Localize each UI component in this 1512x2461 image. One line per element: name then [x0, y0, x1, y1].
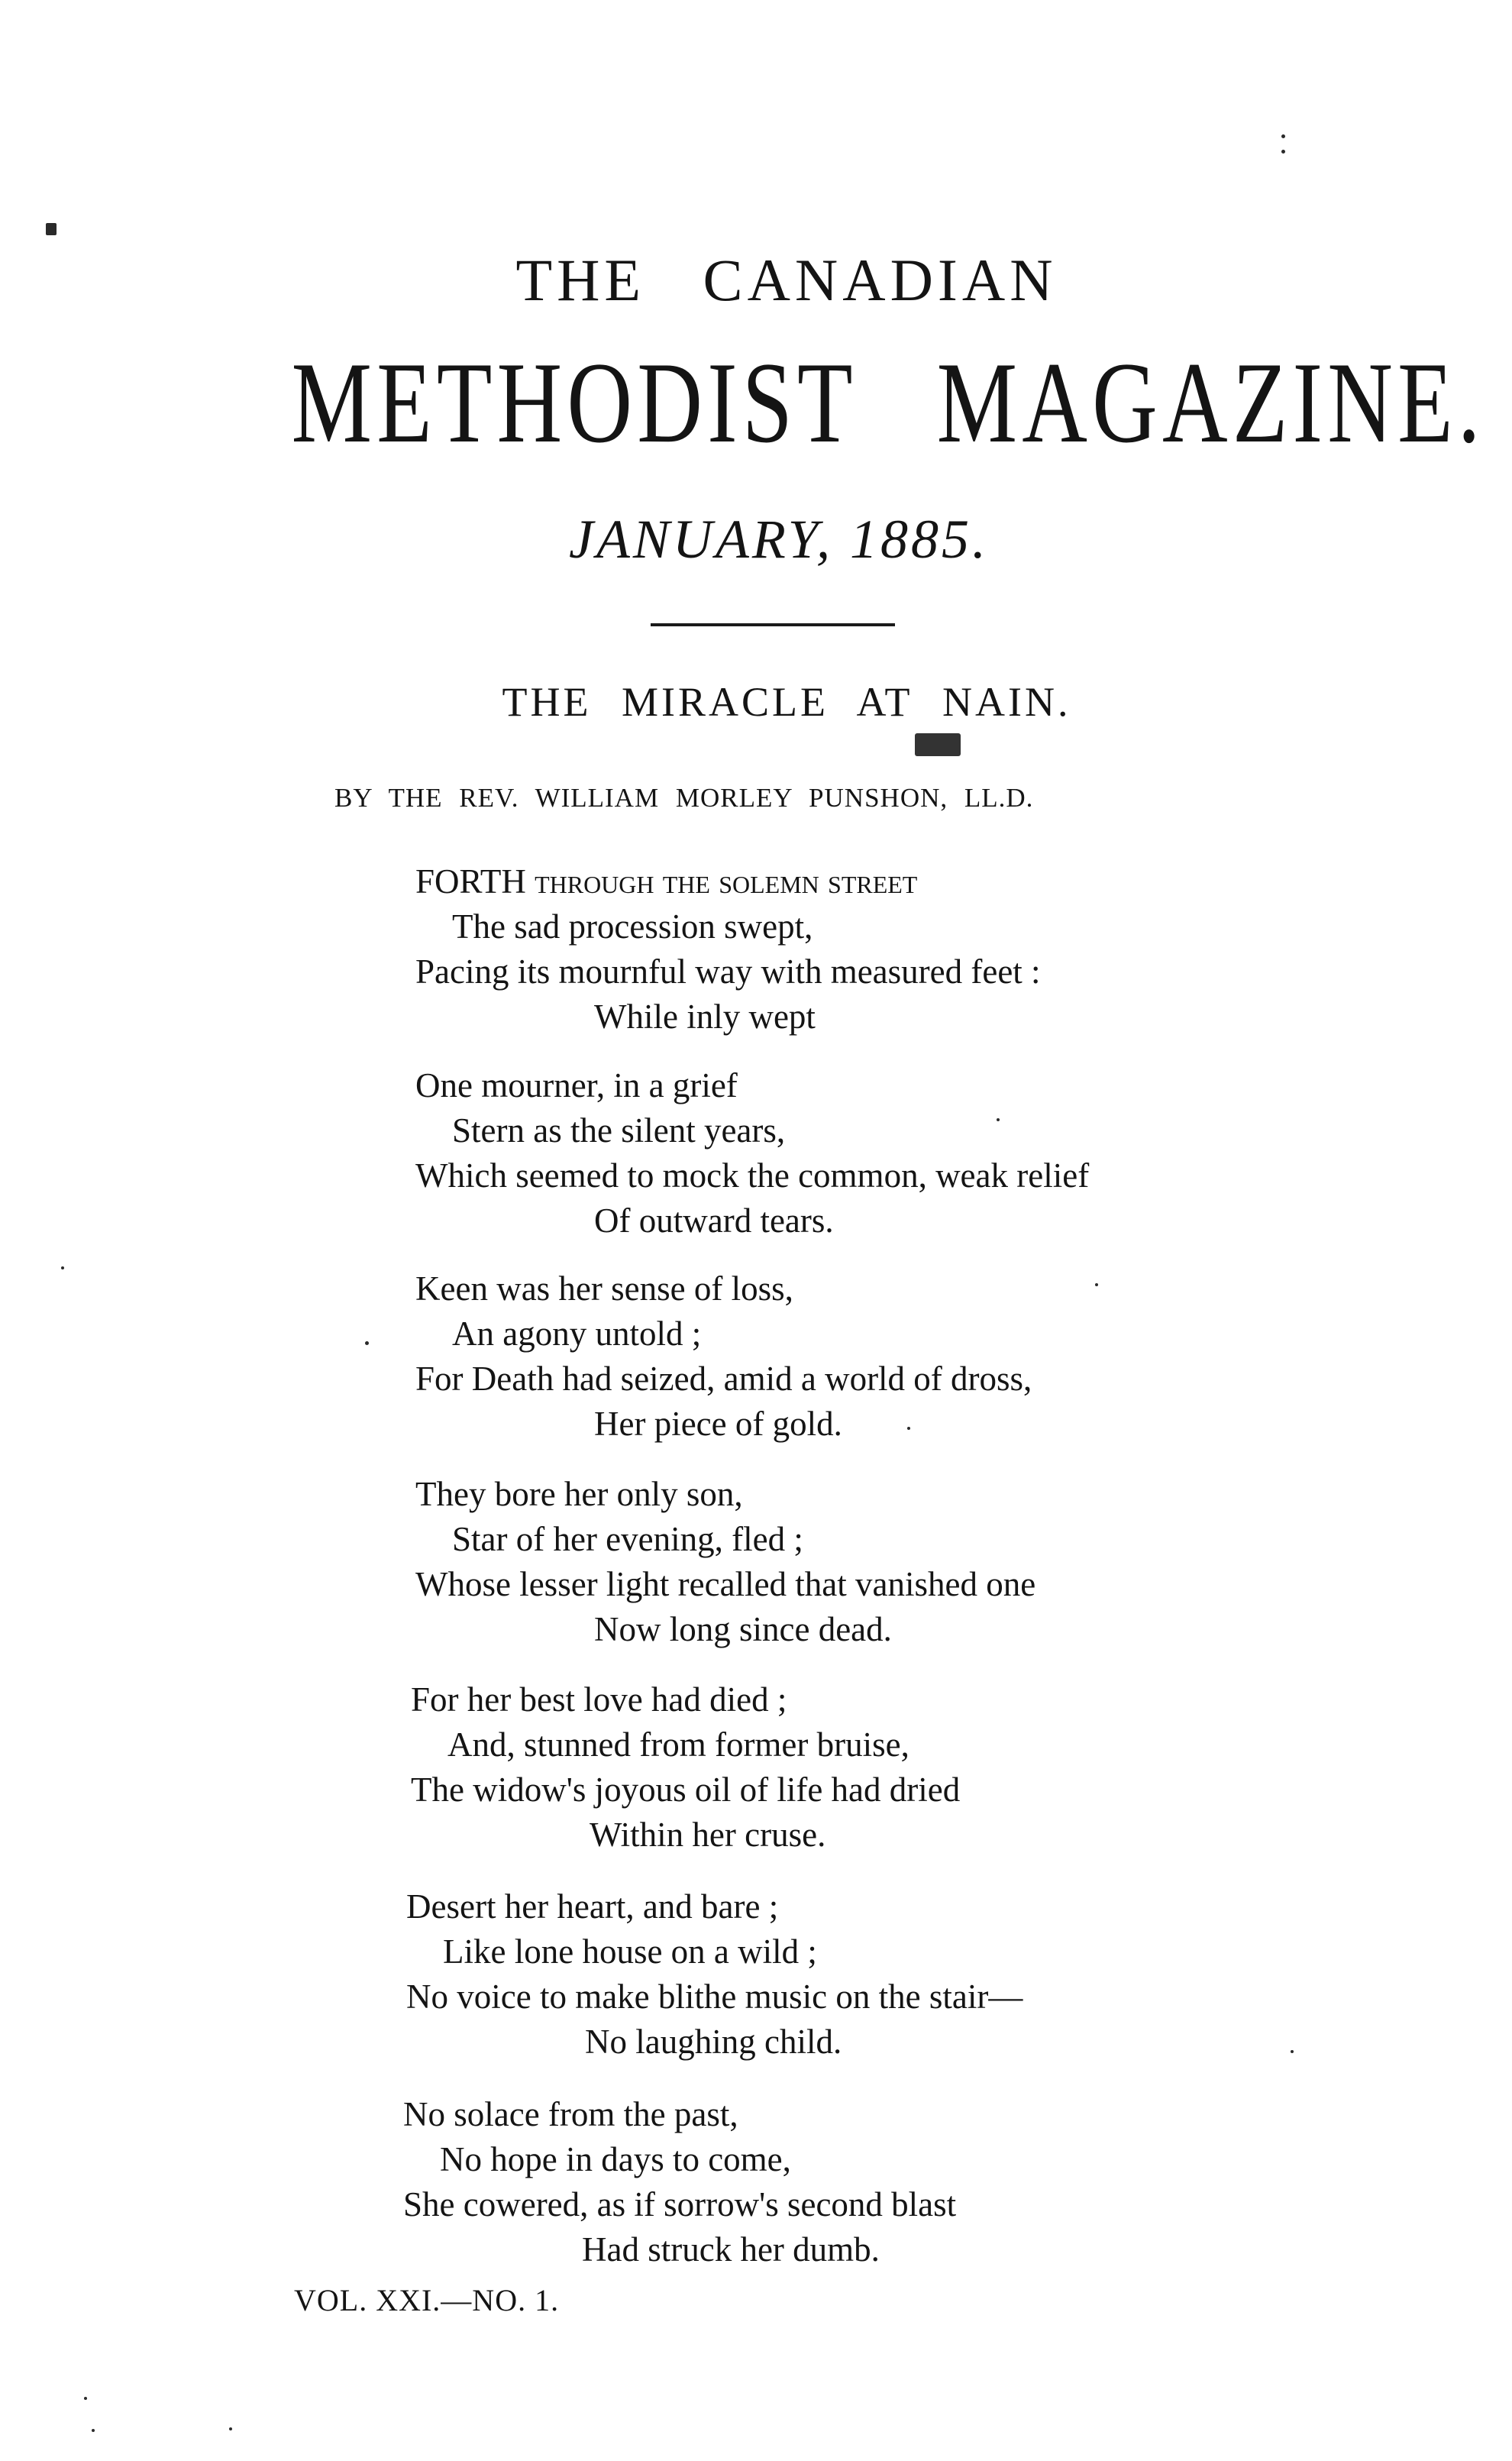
- verse-line-text: An agony untold ;: [452, 1315, 702, 1353]
- stanza-3: [415, 1266, 1512, 1447]
- scan-speck: [229, 2427, 232, 2430]
- scan-speck: [907, 1427, 910, 1430]
- verse-line: [415, 904, 1512, 949]
- verse-line: [415, 859, 1512, 904]
- verse-line: [415, 1198, 1512, 1243]
- verse-line: [415, 1311, 1512, 1357]
- verse-line: [406, 1974, 1512, 2020]
- scan-speck: [92, 2429, 95, 2432]
- verse-line: [411, 1677, 1512, 1722]
- verse-line: [415, 1607, 1512, 1652]
- verse-line: [415, 1402, 1512, 1447]
- scan-speck: [84, 2397, 87, 2400]
- ink-blot: [915, 733, 961, 756]
- poem-title: THE MIRACLE AT NAIN.: [502, 679, 1071, 725]
- verse-line: [415, 1472, 1512, 1517]
- verse-line: [411, 1813, 1512, 1858]
- verse-line-text: Which seemed to mock the common, weak relief: [415, 1156, 1090, 1195]
- verse-line-text: No voice to make blithe music on the stair—: [406, 1978, 1023, 2016]
- verse-line: [415, 1063, 1512, 1108]
- verse-line-text: Stern as the silent years,: [452, 1111, 786, 1150]
- verse-line-text: FORTH through the solemn street: [415, 862, 918, 901]
- verse-line: [415, 994, 1512, 1040]
- stanza-1: [415, 859, 1512, 1040]
- issue-date: JANUARY, 1885.: [568, 509, 990, 570]
- verse-line-text: They bore her only son,: [415, 1475, 743, 1513]
- scan-speck: [365, 1341, 369, 1345]
- verse-line: [415, 949, 1512, 994]
- scan-speck: [1095, 1283, 1098, 1286]
- verse-line-text: Of outward tears.: [594, 1201, 834, 1240]
- verse-line: [406, 1884, 1512, 1929]
- scan-speck: [1291, 2050, 1294, 2053]
- verse-line-text: Desert her heart, and bare ;: [406, 1887, 779, 1926]
- verse-line-text: The sad procession swept,: [452, 907, 813, 946]
- stanza-7: [403, 2092, 1512, 2272]
- stanza-2: [415, 1063, 1512, 1243]
- scan-speck: [997, 1118, 1000, 1121]
- verse-line-text: Star of her evening, fled ;: [452, 1520, 803, 1558]
- verse-line-text: And, stunned from former bruise,: [447, 1725, 909, 1764]
- verse-line-text: While inly wept: [594, 998, 816, 1036]
- verse-line: [403, 2227, 1512, 2272]
- magazine-title-line-2: METHODIST MAGAZINE.: [291, 338, 1485, 467]
- verse-line-text: One mourner, in a grief: [415, 1066, 738, 1104]
- verse-line-text: Within her cruse.: [590, 1816, 826, 1854]
- verse-line-text: No laughing child.: [585, 2023, 842, 2061]
- scan-speck: [1281, 150, 1285, 154]
- verse-line-text: The widow's joyous oil of life had dried: [411, 1771, 961, 1809]
- stanza-5: [411, 1677, 1512, 1858]
- verse-line: [415, 1108, 1512, 1153]
- verse-line: [415, 1357, 1512, 1402]
- verse-line-text: Like lone house on a wild ;: [443, 1932, 817, 1971]
- volume-number: VOL. XXI.—NO. 1.: [294, 2283, 560, 2317]
- verse-line-text: For her best love had died ;: [411, 1680, 787, 1719]
- verse-line: [415, 1562, 1512, 1607]
- author-byline: BY THE REV. WILLIAM MORLEY PUNSHON, LL.D.: [334, 783, 1034, 813]
- scan-speck: [61, 1266, 64, 1269]
- verse-line-text: No hope in days to come,: [440, 2140, 791, 2178]
- verse-line: [415, 1517, 1512, 1562]
- stanza-6: [406, 1884, 1512, 2065]
- verse-line-text: Had struck her dumb.: [582, 2230, 880, 2269]
- verse-line-text: Her piece of gold.: [594, 1405, 842, 1443]
- verse-line: [411, 1722, 1512, 1767]
- scan-speck: [1281, 134, 1285, 138]
- verse-line: [406, 1929, 1512, 1974]
- magazine-title-line-1: THE CANADIAN: [515, 247, 1058, 313]
- verse-line: [411, 1767, 1512, 1813]
- verse-line-text: She cowered, as if sorrow's second blast: [403, 2185, 957, 2223]
- verse-line: [415, 1153, 1512, 1198]
- title-divider: [651, 623, 895, 626]
- scan-mark: [46, 223, 57, 235]
- verse-line-text: Whose lesser light recalled that vanished one: [415, 1565, 1036, 1603]
- verse-line-text: Now long since dead.: [594, 1610, 892, 1648]
- verse-line: [403, 2182, 1512, 2227]
- verse-line-text: For Death had seized, amid a world of dross,: [415, 1360, 1032, 1398]
- verse-line: [406, 2020, 1512, 2065]
- verse-line: [403, 2092, 1512, 2137]
- stanza-4: [415, 1472, 1512, 1652]
- verse-line-text: No solace from the past,: [403, 2095, 738, 2133]
- verse-line-text: Keen was her sense of loss,: [415, 1269, 793, 1308]
- verse-line-text: Pacing its mournful way with measured feet :: [415, 952, 1041, 991]
- verse-line: [403, 2137, 1512, 2182]
- verse-line: [415, 1266, 1512, 1311]
